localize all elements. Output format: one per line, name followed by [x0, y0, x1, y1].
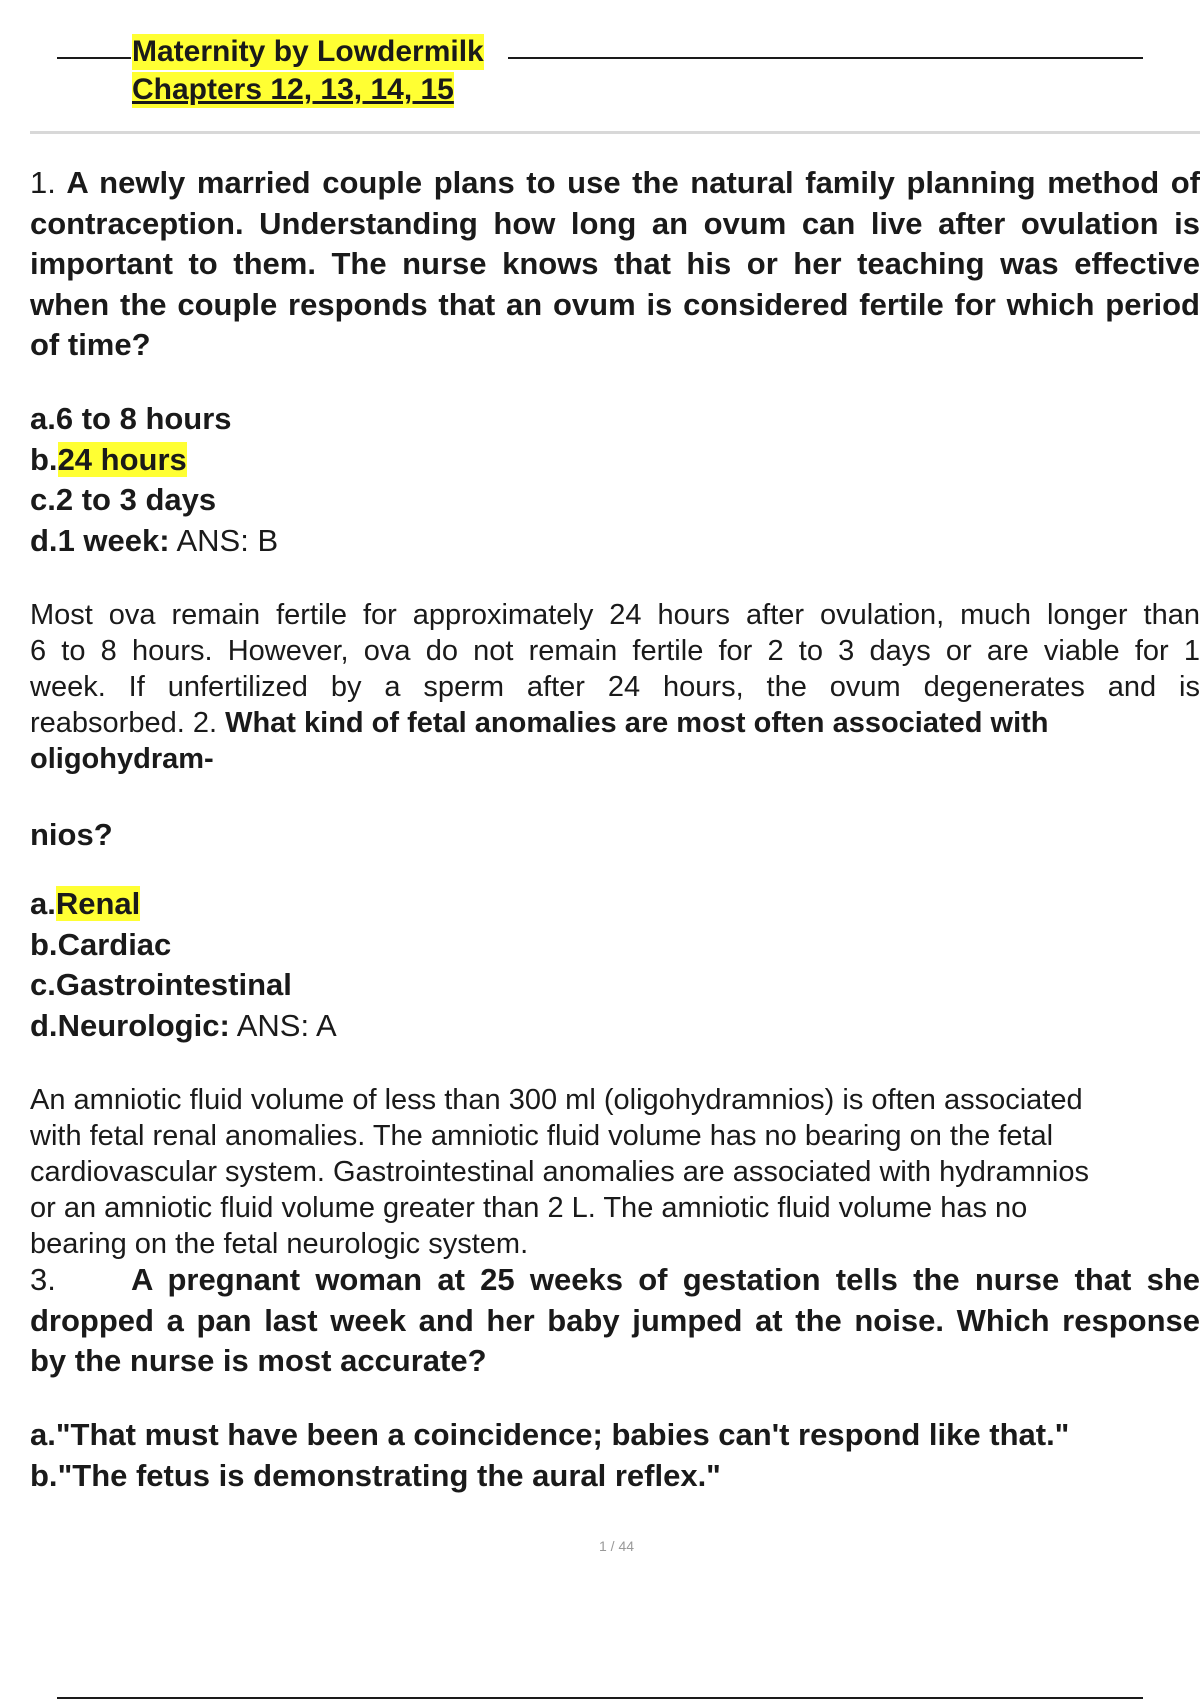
- question-3-options: [30, 1415, 1200, 1496]
- question-1-line: of time?: [30, 327, 151, 362]
- document-title: Maternity by Lowdermilk: [132, 35, 484, 68]
- option-b: b."The fetus is demonstrating the aural reflex.": [30, 1457, 721, 1493]
- header-divider: [30, 131, 1200, 134]
- explanation-line: cardiovascular system. Gastrointestinal anomalies are associated with hydramnios: [30, 1156, 1089, 1188]
- question-1-options: [30, 399, 1200, 561]
- explanation-line: or an amniotic fluid volume greater than 2 L. The amniotic fluid volume has no: [30, 1192, 1028, 1224]
- footer-rule: [57, 1697, 1143, 1699]
- header-rule-left: [57, 57, 131, 59]
- highlighted-answer: 24 hours: [57, 441, 187, 477]
- question-3: [30, 1260, 1200, 1382]
- question-2-options: [30, 884, 1200, 1046]
- question-3-number: 3.: [30, 1262, 56, 1297]
- explanation-2: [30, 1082, 1200, 1262]
- question-3-line: by the nurse is most accurate?: [30, 1343, 487, 1378]
- explanation-line: Most ova remain fertile for approximately 24 hours after ovulation, much longer than: [30, 599, 1200, 631]
- question-1-line: important to them. The nurse knows that his or her teaching was effective: [30, 246, 1200, 281]
- question-1-line: contraception. Understanding how long an ovum can live after ovulation is: [30, 205, 1200, 241]
- document-subtitle: Chapters 12, 13, 14, 15: [132, 73, 454, 106]
- highlighted-answer: Renal: [55, 886, 141, 921]
- answer-key: ANS: B: [169, 522, 279, 558]
- explanation-line: week. If unfertilized by a sperm after 24 hours, the ovum degenerates and is: [30, 671, 1200, 703]
- explanation-line: with fetal renal anomalies. The amniotic fluid volume has no bearing on the fetal: [30, 1120, 1054, 1152]
- option-a: a.Renal: [30, 886, 141, 921]
- question-1-line: 1. A newly married couple plans to use the natural family planning method of: [30, 165, 1200, 200]
- option-c: c.Gastrointestinal: [30, 967, 292, 1002]
- answer-key: ANS: A: [229, 1007, 337, 1043]
- header-rule-right: [508, 57, 1143, 59]
- option-b: b.24 hours: [30, 441, 187, 477]
- question-2-text: nios?: [30, 817, 113, 852]
- explanation-line: reabsorbed. 2. What kind of fetal anomalies are most often associated with: [30, 707, 1049, 739]
- option-d: d.1 week: ANS: B: [30, 522, 279, 558]
- explanation-1: [30, 597, 1200, 777]
- question-3-line: 3. A pregnant woman at 25 weeks of gestation tells the nurse that she: [30, 1262, 1200, 1297]
- question-3-line: dropped a pan last week and her baby jumped at the noise. Which response: [30, 1302, 1200, 1338]
- question-2-text: What kind of fetal anomalies are most often associated with: [225, 707, 1049, 739]
- option-c: c.2 to 3 days: [30, 482, 217, 517]
- question-1-number: 1.: [30, 165, 56, 200]
- question-1-line: when the couple responds that an ovum is considered fertile for which period: [30, 286, 1200, 322]
- page-indicator: 1 / 44: [598, 1538, 635, 1554]
- option-a: a.6 to 8 hours: [30, 401, 232, 436]
- option-a: a."That must have been a coincidence; babies can't respond like that.": [30, 1417, 1070, 1452]
- explanation-line: 6 to 8 hours. However, ova do not remain fertile for 2 to 3 days or are viable for 1: [30, 635, 1200, 667]
- question-2-text: oligohydram-: [30, 743, 214, 775]
- explanation-line: bearing on the fetal neurologic system.: [30, 1228, 529, 1260]
- question-1: [30, 163, 1200, 366]
- option-b: b.Cardiac: [30, 926, 172, 962]
- explanation-line: An amniotic fluid volume of less than 300 ml (oligohydramnios) is often associated: [30, 1084, 1083, 1116]
- option-d: d.Neurologic: ANS: A: [30, 1007, 337, 1043]
- question-2-continuation: [30, 815, 1200, 856]
